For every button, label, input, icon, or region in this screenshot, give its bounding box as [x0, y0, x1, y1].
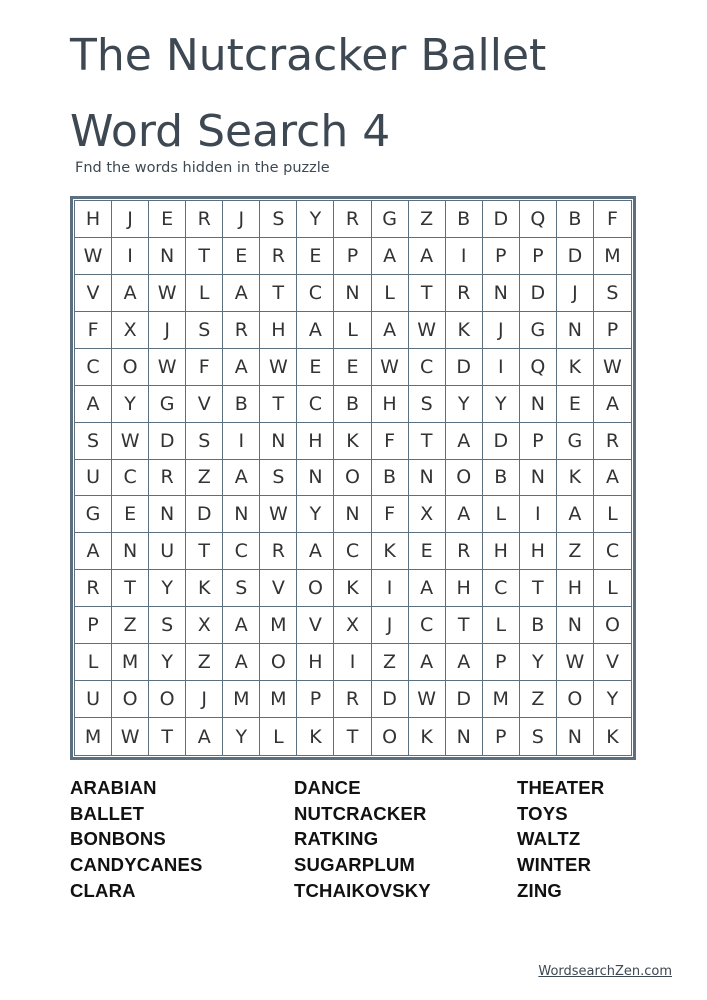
grid-cell[interactable]: A	[594, 386, 631, 423]
grid-cell[interactable]: A	[223, 460, 260, 497]
grid-cell[interactable]: D	[446, 681, 483, 718]
grid-cell[interactable]: Y	[149, 570, 186, 607]
grid-cell[interactable]: A	[112, 275, 149, 312]
grid-cell[interactable]: W	[112, 423, 149, 460]
grid-cell[interactable]: N	[409, 460, 446, 497]
grid-cell[interactable]: B	[223, 386, 260, 423]
grid-cell[interactable]: I	[112, 238, 149, 275]
grid-cell[interactable]: P	[334, 238, 371, 275]
grid-cell[interactable]: H	[297, 423, 334, 460]
grid-cell[interactable]: P	[520, 238, 557, 275]
puzzle-frame	[70, 196, 636, 760]
grid-cell[interactable]: H	[446, 570, 483, 607]
grid-cell[interactable]: J	[483, 312, 520, 349]
grid-cell[interactable]: E	[223, 238, 260, 275]
grid-cell[interactable]: S	[260, 460, 297, 497]
grid-cell[interactable]: A	[186, 718, 223, 755]
grid-cell[interactable]: N	[334, 496, 371, 533]
grid-cell[interactable]: S	[186, 312, 223, 349]
grid-cell[interactable]: C	[223, 533, 260, 570]
grid-cell[interactable]: F	[594, 201, 631, 238]
grid-cell[interactable]: S	[520, 718, 557, 755]
grid-cell[interactable]: T	[260, 275, 297, 312]
grid-cell[interactable]: A	[223, 644, 260, 681]
grid-cell[interactable]: L	[75, 644, 112, 681]
grid-cell[interactable]: A	[409, 238, 446, 275]
grid-cell[interactable]: G	[149, 386, 186, 423]
grid-cell[interactable]: M	[594, 238, 631, 275]
grid-cell[interactable]: R	[75, 570, 112, 607]
grid-cell[interactable]: C	[483, 570, 520, 607]
grid-cell[interactable]: C	[297, 275, 334, 312]
grid-cell[interactable]: N	[112, 533, 149, 570]
grid-cell[interactable]: N	[557, 607, 594, 644]
grid-cell[interactable]: W	[260, 349, 297, 386]
grid-cell[interactable]: V	[594, 644, 631, 681]
word-list-item: CLARA	[70, 879, 136, 901]
grid-cell[interactable]: Y	[223, 718, 260, 755]
grid-cell[interactable]: S	[186, 423, 223, 460]
word-list-item: BONBONS	[70, 828, 166, 850]
word-list-item: ZING	[517, 879, 562, 901]
grid-cell[interactable]: H	[372, 386, 409, 423]
grid-cell[interactable]: A	[372, 312, 409, 349]
word-list-item: WINTER	[517, 854, 592, 876]
grid-cell[interactable]: Y	[297, 201, 334, 238]
grid-cell[interactable]: F	[186, 349, 223, 386]
grid-cell[interactable]: H	[75, 201, 112, 238]
grid-cell[interactable]: M	[260, 681, 297, 718]
grid-cell[interactable]: B	[334, 386, 371, 423]
grid-cell[interactable]: X	[409, 496, 446, 533]
grid-cell[interactable]: Q	[520, 201, 557, 238]
grid-cell[interactable]: B	[520, 607, 557, 644]
grid-cell[interactable]: I	[520, 496, 557, 533]
grid-cell[interactable]: B	[557, 201, 594, 238]
word-list-item: BALLET	[70, 802, 145, 824]
grid-cell[interactable]: A	[409, 644, 446, 681]
grid-cell[interactable]: E	[149, 201, 186, 238]
grid-cell[interactable]: U	[75, 681, 112, 718]
letter-grid	[74, 200, 632, 756]
grid-cell[interactable]: O	[446, 460, 483, 497]
grid-cell[interactable]: W	[409, 312, 446, 349]
grid-cell[interactable]: R	[186, 201, 223, 238]
grid-cell[interactable]: R	[334, 681, 371, 718]
grid-cell[interactable]: A	[297, 533, 334, 570]
word-list-item: THEATER	[517, 777, 605, 798]
grid-cell[interactable]: A	[409, 570, 446, 607]
grid-cell[interactable]: P	[594, 312, 631, 349]
grid-cell[interactable]: T	[520, 570, 557, 607]
grid-cell[interactable]: R	[260, 238, 297, 275]
grid-cell[interactable]: S	[260, 201, 297, 238]
grid-cell[interactable]: Y	[149, 644, 186, 681]
grid-cell[interactable]: D	[557, 238, 594, 275]
grid-cell[interactable]: W	[594, 349, 631, 386]
grid-cell[interactable]: O	[557, 681, 594, 718]
grid-cell[interactable]: O	[334, 460, 371, 497]
grid-cell[interactable]: L	[372, 275, 409, 312]
grid-cell[interactable]: J	[112, 201, 149, 238]
grid-cell[interactable]: N	[520, 460, 557, 497]
grid-cell[interactable]: I	[446, 238, 483, 275]
grid-cell[interactable]: J	[149, 312, 186, 349]
grid-cell[interactable]: S	[149, 607, 186, 644]
grid-cell[interactable]: D	[446, 349, 483, 386]
grid-cell[interactable]: H	[483, 533, 520, 570]
grid-cell[interactable]: D	[372, 681, 409, 718]
grid-cell[interactable]: H	[557, 570, 594, 607]
grid-cell[interactable]: R	[334, 201, 371, 238]
grid-cell[interactable]: A	[446, 423, 483, 460]
grid-cell[interactable]: N	[557, 312, 594, 349]
grid-cell[interactable]: K	[297, 718, 334, 755]
grid-cell[interactable]: K	[186, 570, 223, 607]
grid-cell[interactable]: E	[297, 238, 334, 275]
grid-cell[interactable]: Q	[520, 349, 557, 386]
grid-cell[interactable]: Y	[594, 681, 631, 718]
word-list-item: DANCE	[294, 777, 361, 798]
grid-cell[interactable]: W	[149, 349, 186, 386]
grid-cell[interactable]: Z	[409, 201, 446, 238]
grid-cell[interactable]: R	[446, 533, 483, 570]
grid-cell[interactable]: X	[112, 312, 149, 349]
grid-cell[interactable]: J	[372, 607, 409, 644]
grid-cell[interactable]: U	[149, 533, 186, 570]
grid-cell[interactable]: X	[186, 607, 223, 644]
instructions: Fnd the words hidden in the puzzle	[75, 160, 330, 176]
grid-cell[interactable]: B	[372, 460, 409, 497]
grid-cell[interactable]: A	[557, 496, 594, 533]
grid-cell[interactable]: I	[223, 423, 260, 460]
grid-cell[interactable]: A	[223, 349, 260, 386]
grid-cell[interactable]: N	[520, 386, 557, 423]
grid-cell[interactable]: P	[75, 607, 112, 644]
grid-cell[interactable]: D	[149, 423, 186, 460]
grid-cell[interactable]: K	[334, 570, 371, 607]
grid-cell[interactable]: S	[75, 423, 112, 460]
grid-cell[interactable]: Y	[483, 386, 520, 423]
grid-cell[interactable]: E	[334, 349, 371, 386]
grid-cell[interactable]: T	[186, 238, 223, 275]
grid-cell[interactable]: V	[260, 570, 297, 607]
grid-cell[interactable]: K	[446, 312, 483, 349]
grid-cell[interactable]: K	[409, 718, 446, 755]
grid-cell[interactable]: K	[557, 460, 594, 497]
word-list-item: RATKING	[294, 828, 379, 850]
grid-cell[interactable]: P	[483, 718, 520, 755]
grid-cell[interactable]: S	[594, 275, 631, 312]
grid-cell[interactable]: Y	[297, 496, 334, 533]
grid-cell[interactable]: A	[75, 386, 112, 423]
word-list-item: CANDYCANES	[70, 854, 203, 876]
grid-cell[interactable]: D	[520, 275, 557, 312]
grid-cell[interactable]: N	[297, 460, 334, 497]
grid-cell[interactable]: N	[334, 275, 371, 312]
grid-cell[interactable]: N	[223, 496, 260, 533]
grid-cell[interactable]: C	[112, 460, 149, 497]
grid-cell[interactable]: Y	[446, 386, 483, 423]
grid-cell[interactable]: N	[446, 718, 483, 755]
grid-cell[interactable]: Y	[112, 386, 149, 423]
grid-cell[interactable]: E	[112, 496, 149, 533]
grid-cell[interactable]: L	[594, 496, 631, 533]
grid-cell[interactable]: B	[483, 460, 520, 497]
word-column-2	[294, 775, 431, 904]
grid-cell[interactable]: W	[260, 496, 297, 533]
word-list-item: ARABIAN	[70, 777, 157, 798]
grid-cell[interactable]: P	[520, 423, 557, 460]
grid-cell[interactable]: R	[594, 423, 631, 460]
grid-cell[interactable]: C	[594, 533, 631, 570]
grid-cell[interactable]: L	[186, 275, 223, 312]
word-column-1	[70, 775, 203, 904]
grid-cell[interactable]: K	[606, 725, 619, 748]
word-list-item: SUGARPLUM	[294, 854, 416, 876]
grid-cell[interactable]: C	[409, 349, 446, 386]
grid-cell[interactable]: U	[75, 460, 112, 497]
grid-cell[interactable]: W	[372, 349, 409, 386]
grid-cell[interactable]: W	[409, 681, 446, 718]
grid-cell[interactable]: Z	[557, 533, 594, 570]
page-title-line-2: Word Search 4	[70, 106, 391, 157]
grid-cell[interactable]: H	[297, 644, 334, 681]
grid-cell[interactable]: O	[149, 681, 186, 718]
grid-cell[interactable]: Z	[112, 607, 149, 644]
grid-cell[interactable]: A	[446, 644, 483, 681]
grid-cell[interactable]: W	[75, 238, 112, 275]
grid-cell[interactable]: C	[297, 386, 334, 423]
grid-cell[interactable]: N	[260, 423, 297, 460]
grid-cell[interactable]: K	[372, 533, 409, 570]
grid-cell[interactable]: E	[409, 533, 446, 570]
grid-cell[interactable]: K	[557, 349, 594, 386]
grid-cell[interactable]: R	[149, 460, 186, 497]
grid-cell[interactable]: L	[260, 718, 297, 755]
grid-cell[interactable]: O	[260, 644, 297, 681]
grid-cell[interactable]: T	[149, 718, 186, 755]
grid-cell[interactable]: G	[557, 423, 594, 460]
grid-cell[interactable]: T	[112, 570, 149, 607]
grid-cell[interactable]: Z	[520, 681, 557, 718]
grid-cell[interactable]: N	[557, 718, 594, 755]
grid-cell[interactable]: N	[483, 275, 520, 312]
grid-cell[interactable]: M	[260, 607, 297, 644]
grid-cell[interactable]: D	[483, 423, 520, 460]
grid-cell[interactable]: T	[334, 718, 371, 755]
grid-cell[interactable]: F	[372, 423, 409, 460]
grid-cell[interactable]: A	[446, 496, 483, 533]
grid-cell[interactable]: P	[297, 681, 334, 718]
grid-cell[interactable]: M	[223, 681, 260, 718]
grid-cell[interactable]: L	[334, 312, 371, 349]
grid-cell[interactable]: Z	[372, 644, 409, 681]
grid-cell[interactable]: V	[75, 275, 112, 312]
grid-cell[interactable]: O	[297, 570, 334, 607]
grid-cell[interactable]: I	[334, 644, 371, 681]
grid-cell[interactable]: L	[483, 496, 520, 533]
grid-cell[interactable]: T	[186, 533, 223, 570]
grid-cell[interactable]: N	[149, 238, 186, 275]
grid-cell[interactable]: T	[446, 607, 483, 644]
word-list-item: WALTZ	[517, 828, 581, 850]
grid-cell[interactable]: W	[112, 718, 149, 755]
grid-cell[interactable]: H	[520, 533, 557, 570]
word-column-3	[517, 775, 604, 904]
grid-cell[interactable]: Z	[186, 460, 223, 497]
grid-cell[interactable]: C	[334, 533, 371, 570]
grid-cell[interactable]: E	[557, 386, 594, 423]
footer-site-link[interactable]: WordsearchZen.com	[538, 964, 672, 979]
grid-cell[interactable]: I	[372, 570, 409, 607]
grid-cell[interactable]: O	[112, 681, 149, 718]
grid-cell[interactable]: A	[75, 533, 112, 570]
grid-cell[interactable]: S	[409, 386, 446, 423]
grid-cell[interactable]: J	[186, 681, 223, 718]
grid-cell[interactable]: I	[483, 349, 520, 386]
grid-cell[interactable]: L	[483, 607, 520, 644]
grid-cell[interactable]: V	[297, 607, 334, 644]
grid-cell[interactable]: A	[223, 607, 260, 644]
grid-cell[interactable]: M	[483, 681, 520, 718]
grid-cell[interactable]: T	[409, 423, 446, 460]
word-list	[70, 775, 670, 905]
page-title-line-1: The Nutcracker Ballet	[70, 30, 547, 81]
grid-cell[interactable]: H	[260, 312, 297, 349]
grid-cell[interactable]: J	[223, 201, 260, 238]
grid-cell[interactable]: D	[186, 496, 223, 533]
grid-cell[interactable]: J	[557, 275, 594, 312]
grid-cell[interactable]: X	[334, 607, 371, 644]
word-list-item: TCHAIKOVSKY	[294, 879, 431, 901]
grid-cell[interactable]: E	[297, 349, 334, 386]
grid-cell[interactable]: B	[446, 201, 483, 238]
grid-cell[interactable]: R	[446, 275, 483, 312]
grid-cell[interactable]: G	[520, 312, 557, 349]
grid-cell[interactable]: V	[186, 386, 223, 423]
grid-cell[interactable]: G	[372, 201, 409, 238]
grid-cell[interactable]: O	[372, 718, 409, 755]
grid-cell[interactable]: Y	[520, 644, 557, 681]
word-list-item: TOYS	[517, 802, 568, 824]
word-list-item: NUTCRACKER	[294, 802, 427, 824]
grid-cell[interactable]: G	[75, 496, 112, 533]
grid-cell[interactable]: M	[75, 718, 112, 755]
grid-cell[interactable]: R	[260, 533, 297, 570]
grid-cell[interactable]: Z	[186, 644, 223, 681]
grid-cell[interactable]: D	[483, 201, 520, 238]
grid-cell[interactable]: T	[260, 386, 297, 423]
grid-cell[interactable]: A	[223, 275, 260, 312]
grid-cell[interactable]: W	[557, 644, 594, 681]
grid-cell[interactable]: A	[594, 460, 631, 497]
grid-cell[interactable]: S	[223, 570, 260, 607]
grid-cell[interactable]: R	[223, 312, 260, 349]
grid-cell[interactable]: W	[149, 275, 186, 312]
grid-cell[interactable]: C	[75, 349, 112, 386]
grid-cell[interactable]: M	[112, 644, 149, 681]
grid-cell[interactable]: A	[372, 238, 409, 275]
grid-cell[interactable]: T	[409, 275, 446, 312]
grid-cell[interactable]: C	[409, 607, 446, 644]
grid-cell[interactable]: P	[483, 238, 520, 275]
grid-cell[interactable]: K	[334, 423, 371, 460]
grid-cell[interactable]: F	[372, 496, 409, 533]
grid-cell[interactable]: F	[75, 312, 112, 349]
grid-cell[interactable]: A	[297, 312, 334, 349]
grid-cell[interactable]: L	[594, 570, 631, 607]
grid-cell[interactable]: O	[112, 349, 149, 386]
grid-cell[interactable]: O	[594, 607, 631, 644]
grid-cell[interactable]: N	[149, 496, 186, 533]
grid-cell[interactable]: P	[483, 644, 520, 681]
